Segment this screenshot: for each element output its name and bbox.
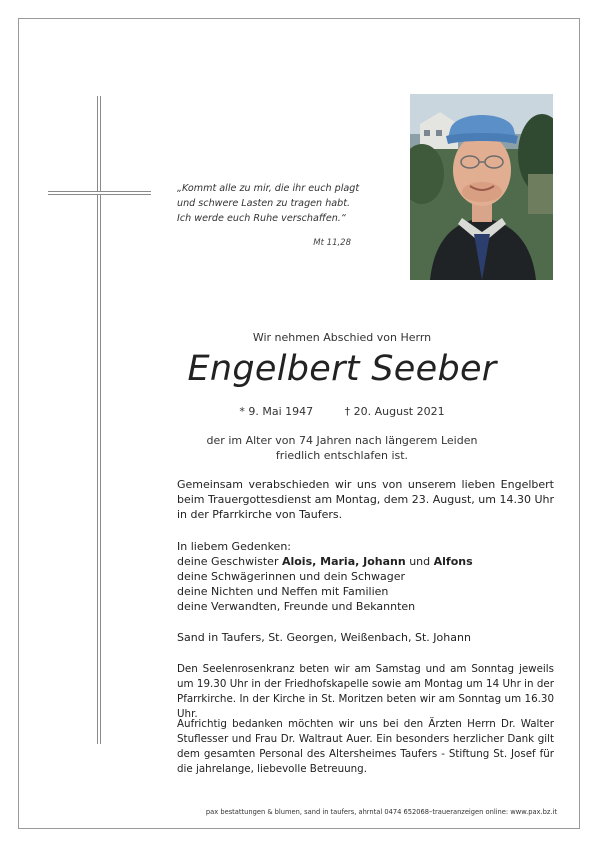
siblings-prefix: deine Geschwister — [177, 555, 282, 568]
siblings-and: und — [405, 555, 434, 568]
cross-intersection — [98, 192, 100, 194]
mourners-list — [177, 539, 554, 614]
mourners-line: deine Verwandten, Freunde und Bekannten — [177, 600, 416, 613]
age-line: friedlich entschlafen ist. — [275, 449, 409, 462]
footer-funeral-home: pax bestattungen & blumen, sand in taufers, ahrntal 0474 652068–traueranzeigen online: www.pax.bz.it — [205, 808, 557, 816]
portrait-image — [410, 94, 553, 280]
siblings-last: Alfons — [433, 555, 473, 568]
mourners-heading: In liebem Gedenken: — [177, 540, 291, 553]
mourners-siblings — [177, 554, 554, 569]
age-statement — [177, 433, 507, 463]
mourners-line: deine Schwägerinnen und dein Schwager — [177, 570, 405, 583]
funeral-service-text: Gemeinsam verabschieden wir uns von unserem lieben Engelbert beim Trauergottesdienst am Montag, dem 23. August, um 14.30 Uhr in der Pfarrkirche von Taufers. — [177, 478, 554, 521]
deceased-name: Engelbert Seeber — [187, 349, 497, 389]
farewell-intro: Wir nehmen Abschied von Herrn — [252, 331, 432, 344]
birth-date: * 9. Mai 1947 — [239, 405, 314, 418]
death-date: † 20. August 2021 — [344, 405, 445, 418]
places-line: Sand in Taufers, St. Georgen, Weißenbach, St. Johann — [177, 631, 471, 644]
life-dates — [177, 405, 507, 418]
bible-quote — [177, 181, 360, 226]
quote-line: Ich werde euch Ruhe verschaffen.“ — [177, 213, 346, 224]
quote-line: und schwere Lasten zu tragen habt. — [177, 198, 351, 209]
portrait-photo — [410, 94, 553, 280]
rosary-text: Den Seelenrosenkranz beten wir am Samstag und am Sonntag jeweils um 19.30 Uhr in der Friedhofskapelle sowie am Montag um 14 Uhr in der Pfarrkirche. In der Kirche in St. Moritzen beten wir am Sonntag um 16.30 Uhr. — [177, 663, 554, 720]
quote-line: „Kommt alle zu mir, die ihr euch plagt — [177, 183, 360, 194]
mourners-line: deine Nichten und Neffen mit Familien — [177, 585, 389, 598]
siblings-names: Alois, Maria, Johann — [281, 555, 406, 568]
quote-reference: Mt 11,28 — [313, 238, 351, 248]
thanks-text: Aufrichtig bedanken möchten wir uns bei den Ärzten Herrn Dr. Walter Stuflesser und Frau Dr. Waltraut Auer. Ein besonders herzlicher Dank gilt dem gesamten Personal des Altersheimes Taufers - Stiftung St. Josef für die jahrelange, liebevolle Betreuung. — [177, 718, 554, 775]
age-line: der im Alter von 74 Jahren nach längerem Leiden — [206, 434, 478, 447]
